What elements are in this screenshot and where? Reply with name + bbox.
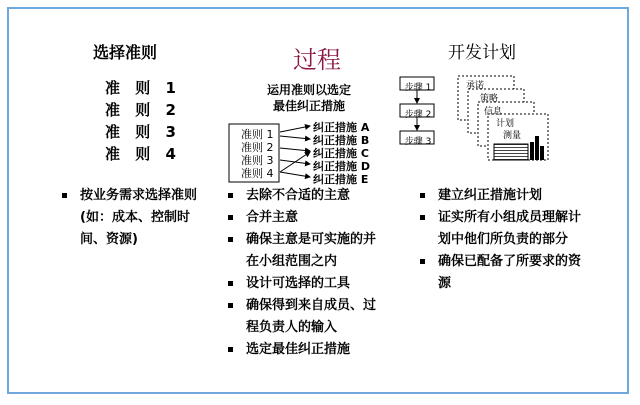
process-criterion-4: 准则 4 bbox=[241, 167, 274, 180]
process-criterion-3: 准则 3 bbox=[241, 154, 274, 167]
middle-bullet-list bbox=[228, 185, 378, 361]
stack-label-information: 信息 bbox=[484, 107, 503, 117]
process-subtitle bbox=[254, 82, 364, 114]
arrow bbox=[280, 126, 310, 132]
list-item: 确保主意是可实施的并在小组范围之内 bbox=[228, 229, 378, 273]
bar-icon bbox=[535, 136, 539, 160]
left-bullet-list bbox=[62, 185, 212, 251]
bar-icon bbox=[530, 142, 534, 160]
arrow bbox=[280, 136, 310, 139]
measurement-table-icon bbox=[494, 144, 528, 160]
process-criterion-1: 准则 1 bbox=[241, 128, 274, 141]
list-item: 证实所有小组成员理解计划中他们所负责的部分 bbox=[420, 207, 590, 251]
step-1-label: 步骤 1 bbox=[404, 83, 432, 93]
arrow bbox=[280, 172, 310, 177]
process-criteria-list bbox=[241, 128, 274, 180]
criterion-3: 准 则 3 bbox=[105, 123, 181, 141]
measure-d: 纠正措施 D bbox=[313, 160, 370, 173]
step-2-label: 步骤 2 bbox=[404, 110, 432, 120]
stack-label-commitment: 承诺 bbox=[466, 81, 485, 91]
select-criteria-title: 选择准则 bbox=[93, 43, 158, 62]
measure-a: 纠正措施 A bbox=[313, 121, 370, 134]
process-subtitle-line1: 运用准则以选定 bbox=[266, 83, 351, 97]
stack-label-plan: 计划 bbox=[496, 119, 515, 129]
criterion-2: 准 则 2 bbox=[105, 101, 181, 119]
measure-c: 纠正措施 C bbox=[313, 147, 369, 160]
measures-list bbox=[313, 121, 370, 186]
measure-b: 纠正措施 B bbox=[313, 134, 370, 147]
list-item: 去除不合适的主意 bbox=[228, 185, 378, 207]
arrows bbox=[280, 126, 310, 177]
arrow bbox=[280, 152, 310, 172]
bar-icon bbox=[540, 146, 544, 160]
stack-label-measurement: 测量 bbox=[503, 131, 522, 141]
list-item: 选定最佳纠正措施 bbox=[228, 339, 378, 361]
list-item: 确保得到来自成员、过程负责人的输入 bbox=[228, 295, 378, 339]
process-criterion-2: 准则 2 bbox=[241, 141, 274, 154]
list-item: 建立纠正措施计划 bbox=[420, 185, 590, 207]
step-3-label: 步骤 3 bbox=[404, 137, 432, 147]
list-item: 确保已配备了所要求的资源 bbox=[420, 251, 590, 295]
criterion-1: 准 则 1 bbox=[105, 79, 181, 97]
measure-e: 纠正措施 E bbox=[313, 173, 369, 186]
list-item: 设计可选择的工具 bbox=[228, 273, 378, 295]
list-item: 按业务需求选择准则(如：成本、控制时间、资源) bbox=[62, 185, 212, 251]
process-title: 过程 bbox=[293, 46, 341, 74]
criterion-4: 准 则 4 bbox=[105, 145, 181, 163]
right-bullet-list bbox=[420, 185, 590, 295]
arrow bbox=[280, 148, 310, 151]
process-subtitle-line2: 最佳纠正措施 bbox=[272, 99, 345, 113]
list-item: 合并主意 bbox=[228, 207, 378, 229]
develop-plan-title: 开发计划 bbox=[448, 43, 516, 63]
stack-label-strategy: 策略 bbox=[480, 94, 499, 104]
